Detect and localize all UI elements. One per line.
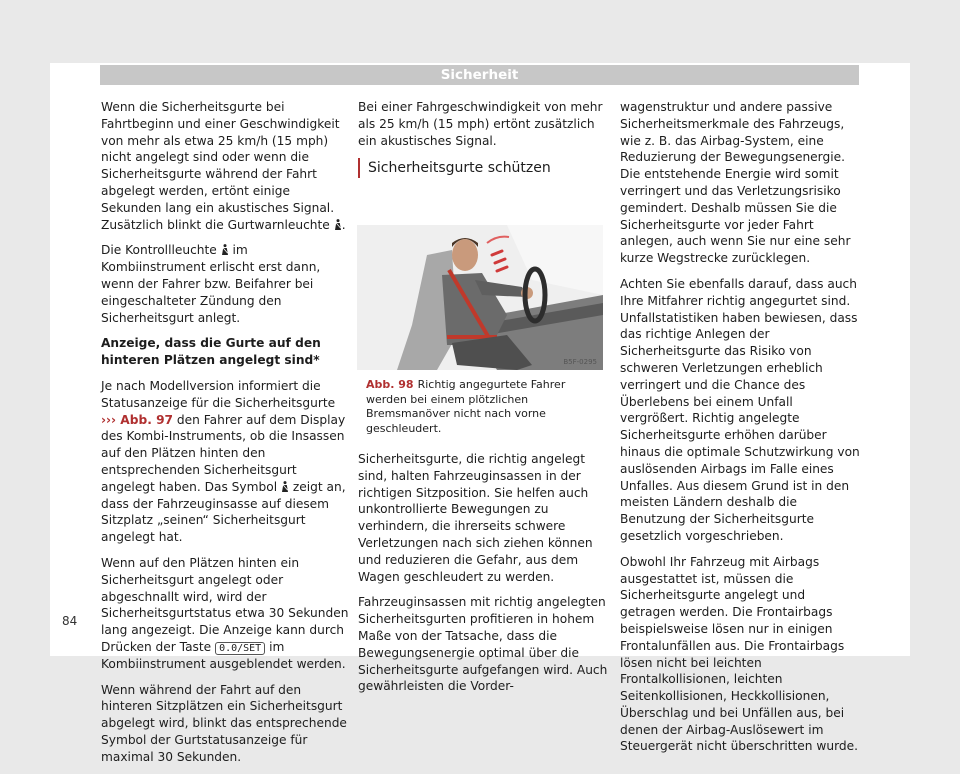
figure-code: B5F-0295 — [563, 358, 597, 366]
text: im Kombiinstrument ausgeblendet werden. — [101, 639, 346, 671]
set-key-label: 0.0/SET — [215, 642, 265, 655]
page-header: Sicherheit — [100, 65, 859, 85]
paragraph: Wenn während der Fahrt auf den hinteren Sitzplätzen ein Sicherheitsgurt abgelegt wird, blinkt das entsprechende Symbol der Gurtstatusanzeige für maximal 30 Sekunden. — [101, 682, 347, 764]
subheading: Anzeige, dass die Gurte auf den hinteren Plätzen angelegt sind* — [101, 336, 321, 368]
seatbelt-person-icon — [281, 481, 289, 492]
figure-caption — [366, 378, 600, 436]
caption-text: Richtig angegurtete Fahrer werden bei einem plötzlichen Bremsmanöver nicht nach vorne geschleudert. — [366, 378, 566, 435]
driver-illustration — [357, 225, 603, 370]
column-2-continued — [358, 451, 608, 704]
text: zeigt an, dass der Fahrzeuginsasse auf diesem Sitzplatz „seinen“ Sicherheitsgurt angelegt hat. — [101, 479, 346, 545]
paragraph — [101, 242, 351, 326]
paragraph: Obwohl Ihr Fahrzeug mit Airbags ausgestattet ist, müssen die Sicherheitsgurte angelegt und getragen werden. Die Frontairbags beispielsweise lösen nur in einigen Frontalunfällen aus. Die Frontairbags lösen nicht bei leichten Frontalkollisionen, leichten Seitenkollisionen, Heckkollisionen, Überschlag und bei Unfällen aus, bei denen der Airbag-Auslösewert im Steuergerät nicht überschritten wurde. — [620, 554, 858, 754]
paragraph — [101, 99, 351, 233]
column-1 — [101, 99, 351, 774]
text: . — [341, 217, 346, 232]
column-2 — [358, 99, 608, 178]
text: Wenn die Sicherheitsgurte bei Fahrtbeginn und einer Geschwindigkeit von mehr als etwa 25 km/h (15 mph) nicht angelegt sind oder wenn die Sicherheitsgurte während der Fahrt abgelegt werden, ertönt einige Sekunden lang ein akustisches Signal. Zusätzlich blinkt die Gurtwarnleuchte — [101, 100, 340, 232]
text: Je nach Modellversion informiert die Statusanzeige für die Sicherheitsgurte — [101, 378, 336, 410]
text: den Fahrer auf dem Display des Kombi-Instruments, ob die Insassen auf den Plätzen hinten den entsprechenden Sicherheitsgurt angelegt haben. Das Symbol — [101, 412, 346, 494]
figure-driver-seatbelt — [357, 225, 603, 370]
column-3 — [620, 99, 860, 764]
paragraph: wagenstruktur und andere passive Sicherheitsmerkmale des Fahrzeugs, wie z. B. das Airbag-System, eine Reduzierung der Bewegungsenergie. Die entstehende Energie wird somit verringert und das Verletzungsrisiko gemindert. Deshalb müssen Sie die Sicherheitsgurte vor jeder Fahrt anlegen, auch wenn Sie nur eine sehr kurze Wegstrecke zurücklegen. — [620, 100, 851, 266]
section-title: Sicherheitsgurte schützen — [358, 158, 608, 178]
paragraph: Achten Sie ebenfalls darauf, dass auch Ihre Mitfahrer richtig angegurtet sind. Unfallstatistiken haben bewiesen, dass das richtige Anlegen der Sicherheitsgurte das Risiko von schweren Verletzungen erheblich verringert und die Chance des Überlebens bei einem Unfall vergrößert. Richtig angelegte Sicherheitsgurte erhöhen darüber hinaus die optimale Schutzwirkung von auslösenden Airbags im Falle eines Unfalles. Aus diesem Grund ist in den meisten Ländern deshalb die Benutzung der Sicherheitsgurte gesetzlich vorgeschrieben. — [620, 276, 860, 543]
page-number: 84 — [62, 614, 78, 628]
seatbelt-person-icon — [334, 219, 342, 230]
text: Die Kontrollleuchte — [101, 243, 217, 258]
caption-label: Abb. 98 — [366, 378, 414, 391]
figure-reference-link[interactable]: ››› Abb. 97 — [101, 412, 174, 427]
paragraph: Fahrzeuginsassen mit richtig angelegten Sicherheitsgurten profitieren in hohem Maße von der Tatsache, dass die Bewegungsenergie optimal über die Sicherheitsgurte aufgefangen wird. Auch gewährleisten die Vorder- — [358, 595, 608, 694]
paragraph — [101, 378, 351, 546]
paragraph: Sicherheitsgurte, die richtig angelegt sind, halten Fahrzeuginsassen in der richtigen Sitzposition. Sie helfen auch unkontrollierte Bewegungen zu verhindern, die ihrerseits schwere Verletzungen nach sich ziehen können und reduzieren die Gefahr, aus dem Wagen geschleudert zu werden. — [358, 452, 593, 584]
paragraph — [101, 555, 351, 673]
text: im Kombiinstrument erlischt erst dann, wenn der Fahrer bzw. Beifahrer bei eingeschalteter Zündung den Sicherheitsgurt anlegt. — [101, 243, 321, 325]
seatbelt-person-icon — [221, 244, 229, 255]
paragraph: Bei einer Fahrgeschwindigkeit von mehr als 25 km/h (15 mph) ertönt zusätzlich ein akustisches Signal. — [358, 100, 603, 148]
text: Wenn auf den Plätzen hinten ein Sicherheitsgurt angelegt oder abgeschnallt wird, wird der Sicherheitsgurtstatus etwa 30 Sekunden lang angezeigt. Die Anzeige kann durch Drücken der Taste — [101, 555, 349, 654]
